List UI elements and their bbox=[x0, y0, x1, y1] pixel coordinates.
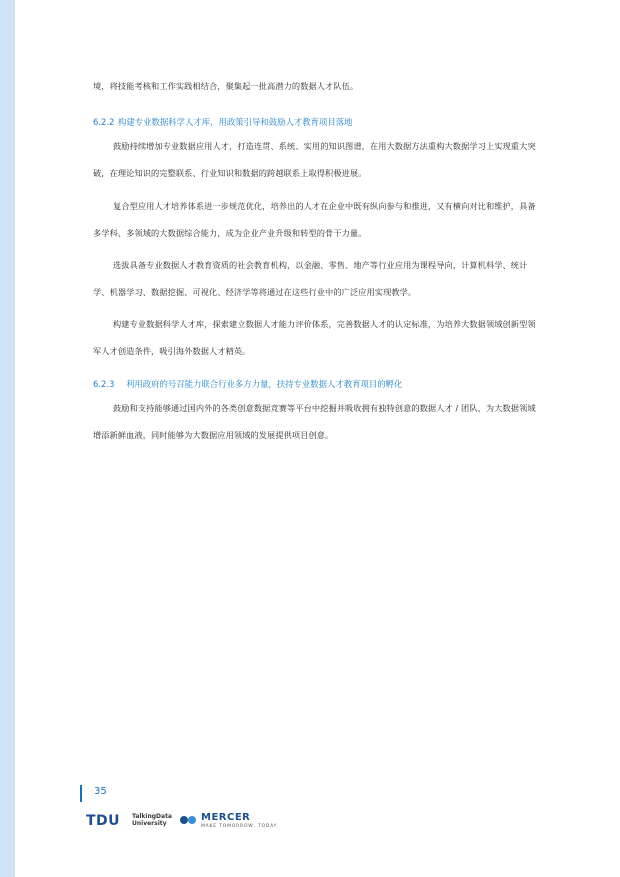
university-line: University bbox=[132, 820, 167, 827]
page-number: 35 bbox=[94, 786, 107, 797]
section-number: 6.2.2 bbox=[93, 117, 115, 127]
talkingdata-line: TalkingData bbox=[132, 813, 172, 820]
mercer-logo-icon bbox=[179, 815, 199, 825]
paragraph-continuation: 境，将技能考核和工作实践相结合，聚集起一批高潜力的数据人才队伍。 bbox=[93, 81, 359, 91]
paragraph-data-competitions: 鼓励和支持能够通过国内外的各类创意数据竞赛等平台中挖掘并吸收拥有独特创意的数据人才 / 团队，为大数据领域增添新鲜血液，同时能够为大数据应用领域的发展提供项目创意。 bbox=[93, 403, 536, 440]
footer-logos bbox=[86, 812, 286, 834]
section-title: 构建专业数据科学人才库，用政策引导和鼓励人才教育项目落地 bbox=[118, 117, 353, 127]
tdu-logo-text: TDU bbox=[86, 813, 121, 829]
mercer-tagline: MAKE TOMORROW, TODAY bbox=[201, 824, 278, 829]
talkingdata-university-logo bbox=[132, 813, 172, 827]
paragraph-talent-knowledge: 鼓励持续增加专业数据应用人才，打造连贯、系统、实用的知识图谱，在用大数据方法重构大数据学习上实现重大突破，在理论知识的完整联系、行业知识和数据的跨越联系上取得积极进展。 bbox=[93, 141, 536, 178]
section-heading-6-2-2 bbox=[93, 115, 543, 129]
paragraph-composite-talent: 复合型应用人才培养体系进一步规范优化，培养出的人才在企业中既有纵向参与和推进，又有横向对比和维护，具备多学科、多领域的大数据综合能力，成为企业产业升级和转型的骨干力量。 bbox=[93, 201, 536, 238]
paragraph-talent-pool: 构建专业数据科学人才库，探索建立数据人才能力评价体系，完善数据人才的认定标准，为培养大数据领域创新型领军人才创造条件，吸引海外数据人才精英。 bbox=[93, 319, 536, 356]
left-margin-band bbox=[0, 0, 15, 877]
section-title: 利用政府的号召能力联合行业多方力量，扶持专业数据人才教育项目的孵化 bbox=[126, 379, 403, 389]
page-number-marker bbox=[80, 785, 82, 802]
tdu-logo bbox=[86, 813, 120, 829]
section-heading-6-2-3 bbox=[93, 377, 543, 391]
mercer-logo-text: MERCER bbox=[201, 812, 251, 823]
paragraph-education-institutions: 选拔具备专业数据人才教育资质的社会教育机构，以金融、零售、地产等行业应用为课程导向，计算机科学、统计学、机器学习、数据挖掘、可视化、经济学等将通过在这些行业中的广泛应用实现教学。 bbox=[93, 260, 528, 297]
section-number: 6.2.3 bbox=[93, 379, 115, 389]
